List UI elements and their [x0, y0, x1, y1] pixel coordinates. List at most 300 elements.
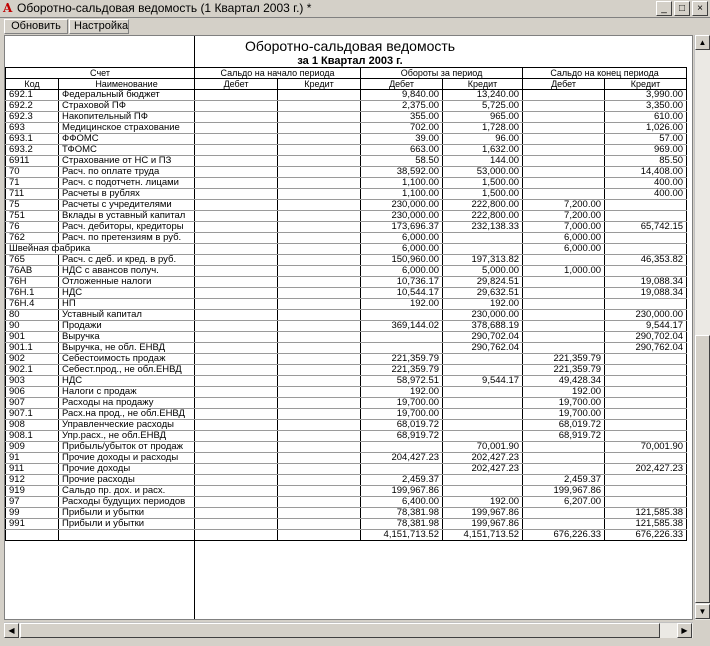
cell-code: 762	[6, 233, 59, 244]
table-row[interactable]	[6, 387, 687, 398]
cell-code: 919	[6, 486, 59, 497]
cell-name: Выручка	[59, 332, 195, 343]
cell-td: 192.00	[361, 387, 443, 398]
cell-oc	[278, 189, 361, 200]
cell-td: 663.00	[361, 145, 443, 156]
total-turnover-debit: 4,151,713.52	[361, 530, 443, 541]
title-bar	[0, 0, 710, 18]
cell-oc	[278, 519, 361, 530]
table-row[interactable]	[6, 233, 687, 244]
cell-td	[361, 332, 443, 343]
table-row[interactable]	[6, 354, 687, 365]
cell-od	[195, 277, 278, 288]
cell-td: 68,919.72	[361, 431, 443, 442]
cell-td	[361, 442, 443, 453]
maximize-button[interactable]: □	[674, 1, 690, 16]
cell-tc	[443, 233, 523, 244]
cell-od	[195, 519, 278, 530]
cell-cc: 14,408.00	[605, 167, 687, 178]
cell-code: 692.3	[6, 112, 59, 123]
cell-tc: 1,632.00	[443, 145, 523, 156]
table-row[interactable]	[6, 134, 687, 145]
scroll-down-button[interactable]: ▼	[695, 604, 710, 619]
table-row[interactable]	[6, 167, 687, 178]
cell-td: 221,359.79	[361, 354, 443, 365]
cell-cc	[605, 211, 687, 222]
header-turnover-credit: Кредит	[443, 79, 523, 90]
cell-tc: 202,427.23	[443, 464, 523, 475]
cell-td: 6,400.00	[361, 497, 443, 508]
cell-td: 19,700.00	[361, 398, 443, 409]
cell-oc	[278, 475, 361, 486]
cell-od	[195, 299, 278, 310]
cell-oc	[278, 420, 361, 431]
cell-od	[195, 475, 278, 486]
cell-code: 693.2	[6, 145, 59, 156]
cell-td: 150,960.00	[361, 255, 443, 266]
cell-td: 230,000.00	[361, 200, 443, 211]
cell-td: 2,375.00	[361, 101, 443, 112]
cell-cd: 2,459.37	[523, 475, 605, 486]
cell-name: Вклады в уставный капитал	[59, 211, 195, 222]
cell-cd	[523, 299, 605, 310]
table-row[interactable]	[6, 475, 687, 486]
cell-tc: 222,800.00	[443, 211, 523, 222]
cell-cc: 969.00	[605, 145, 687, 156]
cell-name: Себест.прод., не обл.ЕНВД	[59, 365, 195, 376]
cell-cc: 65,742.15	[605, 222, 687, 233]
cell-cd	[523, 156, 605, 167]
cell-cd	[523, 255, 605, 266]
cell-name: Страховой ПФ	[59, 101, 195, 112]
cell-cc	[605, 299, 687, 310]
close-button[interactable]: ×	[692, 1, 708, 16]
cell-oc	[278, 310, 361, 321]
cell-oc	[278, 354, 361, 365]
table-row[interactable]	[6, 299, 687, 310]
cell-tc: 199,967.86	[443, 508, 523, 519]
toolbar	[4, 19, 194, 35]
cell-cd: 6,000.00	[523, 244, 605, 255]
totals-row	[6, 530, 687, 541]
table-row[interactable]	[6, 145, 687, 156]
cell-od	[195, 189, 278, 200]
table-row[interactable]	[6, 310, 687, 321]
cell-od	[195, 288, 278, 299]
table-row[interactable]	[6, 332, 687, 343]
cell-code: 907.1	[6, 409, 59, 420]
cell-tc	[443, 387, 523, 398]
cell-td: 58.50	[361, 156, 443, 167]
scroll-up-button[interactable]: ▲	[695, 35, 710, 50]
cell-tc: 222,800.00	[443, 200, 523, 211]
cell-oc	[278, 387, 361, 398]
cell-td: 6,000.00	[361, 266, 443, 277]
cell-od	[195, 233, 278, 244]
cell-cc	[605, 475, 687, 486]
cell-oc	[278, 398, 361, 409]
total-closing-credit: 676,226.33	[605, 530, 687, 541]
cell-cc	[605, 453, 687, 464]
cell-cd: 221,359.79	[523, 365, 605, 376]
cell-code: 711	[6, 189, 59, 200]
cell-name: Страхование от НС и ПЗ	[59, 156, 195, 167]
cell-code: 908.1	[6, 431, 59, 442]
cell-td: 230,000.00	[361, 211, 443, 222]
cell-od	[195, 321, 278, 332]
cell-oc	[278, 101, 361, 112]
cell-cc	[605, 266, 687, 277]
cell-cd: 7,200.00	[523, 211, 605, 222]
cell-od	[195, 178, 278, 189]
cell-od	[195, 387, 278, 398]
table-row[interactable]	[6, 156, 687, 167]
cell-cc: 57.00	[605, 134, 687, 145]
table-row[interactable]	[6, 464, 687, 475]
table-row[interactable]	[6, 409, 687, 420]
cell-oc	[278, 178, 361, 189]
cell-cc: 3,350.00	[605, 101, 687, 112]
table-row[interactable]	[6, 112, 687, 123]
cell-od	[195, 497, 278, 508]
cell-td	[361, 343, 443, 354]
cell-cd	[523, 288, 605, 299]
table-row[interactable]	[6, 178, 687, 189]
cell-tc	[443, 365, 523, 376]
cell-code: 692.2	[6, 101, 59, 112]
cell-cc	[605, 497, 687, 508]
cell-code: 90	[6, 321, 59, 332]
cell-tc	[443, 354, 523, 365]
table-row[interactable]	[6, 288, 687, 299]
cell-cc	[605, 409, 687, 420]
minimize-button[interactable]: _	[656, 1, 672, 16]
cell-od	[195, 365, 278, 376]
cell-name: ФФОМС	[59, 134, 195, 145]
cell-name: Прибыль/убыток от продаж	[59, 442, 195, 453]
cell-tc: 197,313.82	[443, 255, 523, 266]
cell-cd: 19,700.00	[523, 398, 605, 409]
report-title: Оборотно-сальдовая ведомость	[244, 38, 456, 54]
cell-name: Управленческие расходы	[59, 420, 195, 431]
table-row[interactable]	[6, 123, 687, 134]
table-row[interactable]	[6, 189, 687, 200]
horizontal-scroll-thumb[interactable]	[20, 623, 660, 638]
table-row[interactable]	[6, 211, 687, 222]
cell-cd: 49,428.34	[523, 376, 605, 387]
cell-od	[195, 123, 278, 134]
table-row[interactable]	[6, 420, 687, 431]
cell-td: 173,696.37	[361, 222, 443, 233]
cell-td: 221,359.79	[361, 365, 443, 376]
cell-name: Прочие расходы	[59, 475, 195, 486]
cell-name: Выручка, не обл. ЕНВД	[59, 343, 195, 354]
cell-oc	[278, 156, 361, 167]
settings-button[interactable]: Настройка	[69, 19, 129, 34]
report-area	[4, 35, 693, 620]
header-turnover: Обороты за период	[361, 68, 523, 79]
table-row[interactable]	[6, 442, 687, 453]
cell-oc	[278, 244, 361, 255]
cell-name: Медицинское страхование	[59, 123, 195, 134]
cell-name: Прочие доходы и расходы	[59, 453, 195, 464]
cell-tc	[443, 486, 523, 497]
cell-oc	[278, 222, 361, 233]
cell-cc	[605, 233, 687, 244]
table-row[interactable]	[6, 365, 687, 376]
cell-name: Отложенные налоги	[59, 277, 195, 288]
cell-td	[361, 310, 443, 321]
cell-cc: 85.50	[605, 156, 687, 167]
cell-tc: 1,500.00	[443, 178, 523, 189]
cell-oc	[278, 497, 361, 508]
cell-tc: 192.00	[443, 299, 523, 310]
cell-od	[195, 409, 278, 420]
cell-tc: 29,632.51	[443, 288, 523, 299]
cell-tc: 199,967.86	[443, 519, 523, 530]
header-closing: Сальдо на конец периода	[523, 68, 687, 79]
cell-od	[195, 420, 278, 431]
cell-code: 911	[6, 464, 59, 475]
table-row[interactable]	[6, 343, 687, 354]
scroll-right-button[interactable]: ▶	[677, 623, 692, 638]
cell-od	[195, 101, 278, 112]
table-row[interactable]	[6, 497, 687, 508]
table-row[interactable]	[6, 255, 687, 266]
cell-oc	[278, 299, 361, 310]
cell-td: 2,459.37	[361, 475, 443, 486]
cell-oc	[278, 442, 361, 453]
cell-od	[195, 343, 278, 354]
cell-od	[195, 354, 278, 365]
cell-name: НДС	[59, 376, 195, 387]
cell-od	[195, 332, 278, 343]
cell-name: Расч. с деб. и кред. в руб.	[59, 255, 195, 266]
cell-code: 902	[6, 354, 59, 365]
cell-od	[195, 255, 278, 266]
cell-cc: 202,427.23	[605, 464, 687, 475]
vertical-scrollbar[interactable]	[694, 35, 710, 620]
cell-tc: 232,138.33	[443, 222, 523, 233]
cell-tc: 965.00	[443, 112, 523, 123]
cell-cd: 6,207.00	[523, 497, 605, 508]
table-row[interactable]	[6, 431, 687, 442]
cell-oc	[278, 277, 361, 288]
cell-od	[195, 266, 278, 277]
cell-code: 765	[6, 255, 59, 266]
cell-cc: 290,762.04	[605, 343, 687, 354]
cell-name: Расч. по оплате труда	[59, 167, 195, 178]
cell-cd	[523, 343, 605, 354]
cell-code: 991	[6, 519, 59, 530]
cell-cd: 221,359.79	[523, 354, 605, 365]
cell-tc	[443, 244, 523, 255]
refresh-button[interactable]: Обновить	[4, 19, 68, 34]
cell-cc	[605, 376, 687, 387]
cell-od	[195, 442, 278, 453]
cell-od	[195, 211, 278, 222]
cell-code: 693.1	[6, 134, 59, 145]
cell-cd	[523, 90, 605, 101]
cell-code: 902.1	[6, 365, 59, 376]
cell-od	[195, 145, 278, 156]
table-row[interactable]	[6, 398, 687, 409]
cell-name: Упр.расх., не обл.ЕНВД	[59, 431, 195, 442]
cell-code: 912	[6, 475, 59, 486]
cell-oc	[278, 343, 361, 354]
cell-tc: 192.00	[443, 497, 523, 508]
cell-cc: 46,353.82	[605, 255, 687, 266]
cell-td: 6,000.00	[361, 244, 443, 255]
cell-cc: 1,026.00	[605, 123, 687, 134]
header-closing-debit: Дебет	[523, 79, 605, 90]
cell-name: Сальдо пр. дох. и расх.	[59, 486, 195, 497]
cell-cd	[523, 145, 605, 156]
cell-od	[195, 134, 278, 145]
cell-cd	[523, 519, 605, 530]
cell-name: Расходы будущих периодов	[59, 497, 195, 508]
cell-od	[195, 431, 278, 442]
cell-cc: 400.00	[605, 178, 687, 189]
header-closing-credit: Кредит	[605, 79, 687, 90]
vertical-scroll-thumb[interactable]	[695, 335, 710, 603]
cell-name: НДС с авансов получ.	[59, 266, 195, 277]
cell-cd: 192.00	[523, 387, 605, 398]
cell-oc	[278, 112, 361, 123]
cell-oc	[278, 508, 361, 519]
cell-tc	[443, 431, 523, 442]
cell-cc: 400.00	[605, 189, 687, 200]
cell-cc: 121,585.38	[605, 519, 687, 530]
cell-td: 78,381.98	[361, 519, 443, 530]
cell-td: 9,840.00	[361, 90, 443, 101]
horizontal-scrollbar[interactable]	[4, 622, 693, 638]
cell-code: 901.1	[6, 343, 59, 354]
cell-oc	[278, 266, 361, 277]
cell-cd: 68,019.72	[523, 420, 605, 431]
cell-cd	[523, 112, 605, 123]
cell-code: 907	[6, 398, 59, 409]
cell-oc	[278, 409, 361, 420]
cell-code: 693	[6, 123, 59, 134]
cell-oc	[278, 200, 361, 211]
cell-cc	[605, 420, 687, 431]
cell-oc	[278, 255, 361, 266]
cell-td: 1,100.00	[361, 189, 443, 200]
cell-code: 71	[6, 178, 59, 189]
cell-cd	[523, 310, 605, 321]
table-row[interactable]	[6, 200, 687, 211]
table-row[interactable]	[6, 90, 687, 101]
cell-td	[361, 464, 443, 475]
cell-td: 10,736.17	[361, 277, 443, 288]
table-row[interactable]	[6, 222, 687, 233]
table-row[interactable]	[6, 486, 687, 497]
cell-tc: 202,427.23	[443, 453, 523, 464]
cell-td: 369,144.02	[361, 321, 443, 332]
cell-tc	[443, 409, 523, 420]
cell-td: 10,544.17	[361, 288, 443, 299]
cell-od	[195, 244, 278, 255]
cell-code: 76Н.1	[6, 288, 59, 299]
table-row[interactable]	[6, 244, 687, 255]
cell-cc	[605, 365, 687, 376]
table-row[interactable]	[6, 277, 687, 288]
ledger-body	[6, 90, 687, 530]
cell-cd	[523, 167, 605, 178]
cell-name: Налоги с продаж	[59, 387, 195, 398]
scroll-left-button[interactable]: ◀	[4, 623, 19, 638]
cell-name: Уставный капитал	[59, 310, 195, 321]
cell-cc	[605, 486, 687, 497]
cell-tc	[443, 420, 523, 431]
table-row[interactable]	[6, 321, 687, 332]
balance-sheet-table	[5, 67, 687, 541]
cell-name: Федеральный бюджет	[59, 90, 195, 101]
cell-oc	[278, 145, 361, 156]
cell-tc: 5,000.00	[443, 266, 523, 277]
cell-code: 76Н	[6, 277, 59, 288]
cell-tc: 13,240.00	[443, 90, 523, 101]
cell-od	[195, 167, 278, 178]
cell-name: Себестоимость продаж	[59, 354, 195, 365]
cell-code: 75	[6, 200, 59, 211]
cell-oc	[278, 464, 361, 475]
header-opening: Сальдо на начало периода	[195, 68, 361, 79]
cell-td: 39.00	[361, 134, 443, 145]
cell-name: Продажи	[59, 321, 195, 332]
cell-cc: 290,702.04	[605, 332, 687, 343]
table-row[interactable]	[6, 266, 687, 277]
cell-tc: 230,000.00	[443, 310, 523, 321]
table-row[interactable]	[6, 453, 687, 464]
cell-tc: 144.00	[443, 156, 523, 167]
header-opening-credit: Кредит	[278, 79, 361, 90]
cell-tc: 96.00	[443, 134, 523, 145]
cell-cc: 19,088.34	[605, 288, 687, 299]
cell-code: 6911	[6, 156, 59, 167]
cell-name: НП	[59, 299, 195, 310]
cell-code: 908	[6, 420, 59, 431]
cell-od	[195, 376, 278, 387]
cell-td: 1,100.00	[361, 178, 443, 189]
cell-cd	[523, 101, 605, 112]
cell-cd	[523, 277, 605, 288]
cell-od	[195, 486, 278, 497]
cell-od	[195, 398, 278, 409]
cell-cc: 121,585.38	[605, 508, 687, 519]
cell-code: 76	[6, 222, 59, 233]
cell-td: 58,972.51	[361, 376, 443, 387]
table-row[interactable]	[6, 376, 687, 387]
cell-oc	[278, 486, 361, 497]
cell-td: 199,967.86	[361, 486, 443, 497]
cell-od	[195, 222, 278, 233]
cell-od	[195, 453, 278, 464]
cell-cd	[523, 123, 605, 134]
table-row[interactable]	[6, 101, 687, 112]
cell-name: Расч. по претензиям в руб.	[59, 233, 195, 244]
table-row[interactable]	[6, 519, 687, 530]
table-row[interactable]	[6, 508, 687, 519]
header-turnover-debit: Дебет	[361, 79, 443, 90]
cell-code: 70	[6, 167, 59, 178]
cell-oc	[278, 431, 361, 442]
cell-cc	[605, 244, 687, 255]
cell-td: 68,019.72	[361, 420, 443, 431]
cell-oc	[278, 167, 361, 178]
cell-name: Расчеты с учредителями	[59, 200, 195, 211]
